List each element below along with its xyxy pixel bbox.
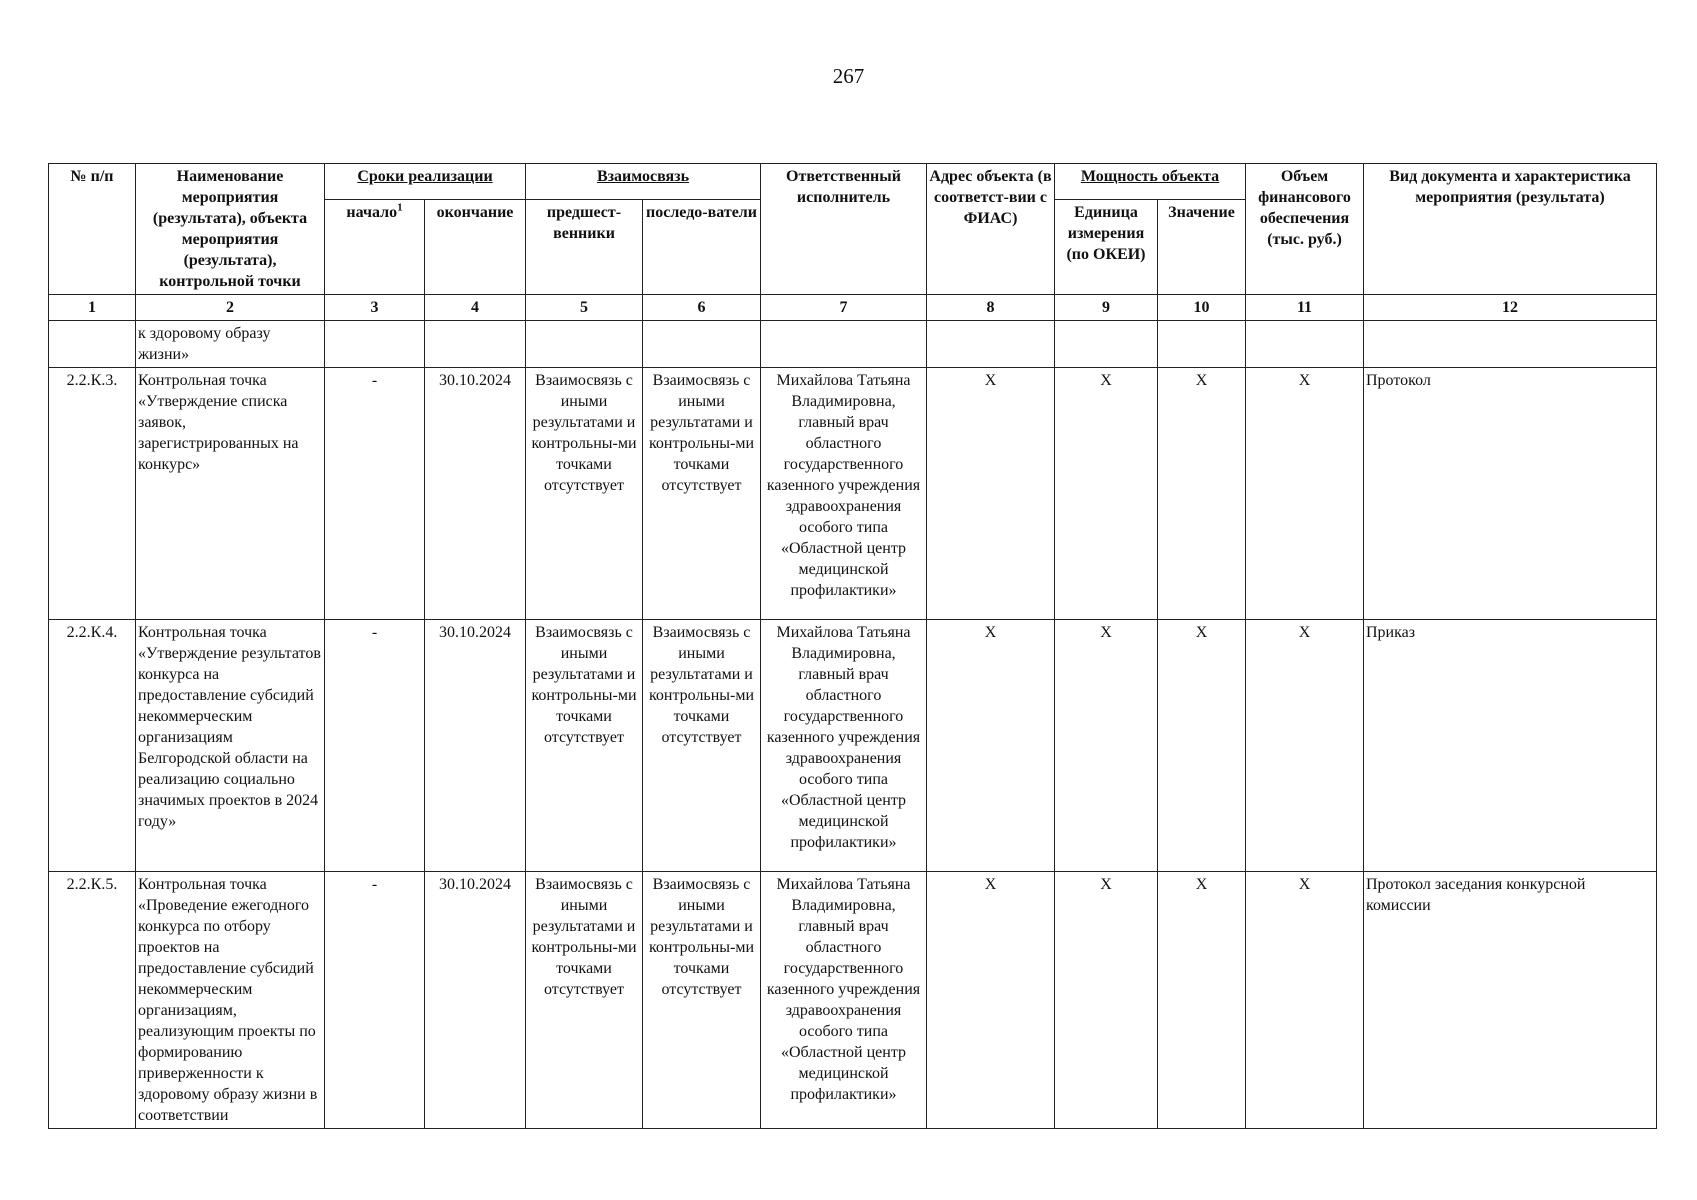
- row-address: Х: [927, 368, 1055, 620]
- column-number: 11: [1246, 295, 1364, 321]
- row-financing: Х: [1246, 872, 1364, 1129]
- header-end: окончание: [425, 200, 526, 295]
- column-number: 2: [136, 295, 325, 321]
- column-number: 12: [1364, 295, 1657, 321]
- header-start-footnote: 1: [397, 201, 403, 214]
- row-value: Х: [1158, 620, 1246, 872]
- page-number: 267: [832, 64, 865, 88]
- row-start: -: [325, 368, 425, 620]
- header-doc-type: Вид документа и характеристика мероприятия (результата): [1364, 164, 1657, 295]
- row-doc-type: Протокол заседания конкурсной комиссии: [1364, 872, 1657, 1129]
- column-number-row: [49, 295, 1657, 321]
- row-value: Х: [1158, 368, 1246, 620]
- row-name: Контрольная точка «Утверждение результатов конкурса на предоставление субсидий некоммерческим организациям Белгородской области на реализацию социально значимых проектов в 2024 году»: [136, 620, 325, 872]
- cell-empty: [526, 321, 643, 368]
- table-row: [49, 872, 1657, 1129]
- row-num: 2.2.К.4.: [49, 620, 136, 872]
- cell-empty: [927, 321, 1055, 368]
- row-financing: Х: [1246, 620, 1364, 872]
- table-row: [49, 620, 1657, 872]
- row-doc-type: Приказ: [1364, 620, 1657, 872]
- header-unit: Единица измерения (по ОКЕИ): [1055, 200, 1158, 295]
- continuation-row: [49, 321, 1657, 368]
- row-predecessors: Взаимосвязь с иными результатами и контрольны-ми точками отсутствует: [526, 620, 643, 872]
- header-successors: последо-ватели: [643, 200, 761, 295]
- table-header: [49, 164, 1657, 321]
- row-address: Х: [927, 620, 1055, 872]
- cell-empty: [1158, 321, 1246, 368]
- column-number: 1: [49, 295, 136, 321]
- row-doc-type: Протокол: [1364, 368, 1657, 620]
- row-unit: Х: [1055, 368, 1158, 620]
- cell-empty: [325, 321, 425, 368]
- row-responsible: Михайлова Татьяна Владимировна, главный врач областного государственного казенного учреждения здравоохранения особого типа «Областной центр медицинской профилактики»: [761, 368, 927, 620]
- column-number: 10: [1158, 295, 1246, 321]
- cell-empty: [643, 321, 761, 368]
- implementation-plan-table: [48, 163, 1657, 1129]
- cell-empty: [761, 321, 927, 368]
- table-row: [49, 368, 1657, 620]
- table-body: [49, 321, 1657, 1129]
- column-number: 9: [1055, 295, 1158, 321]
- row-successors: Взаимосвязь с иными результатами и контрольны-ми точками отсутствует: [643, 368, 761, 620]
- column-number: 4: [425, 295, 526, 321]
- row-responsible: Михайлова Татьяна Владимировна, главный врач областного государственного казенного учреждения здравоохранения особого типа «Областной центр медицинской профилактики»: [761, 872, 927, 1129]
- header-name: Наименование мероприятия (результата), объекта мероприятия (результата), контрольной точки: [136, 164, 325, 295]
- row-address: Х: [927, 872, 1055, 1129]
- continuation-text: к здоровому образу жизни»: [136, 321, 325, 368]
- column-number: 8: [927, 295, 1055, 321]
- header-value: Значение: [1158, 200, 1246, 295]
- row-num: 2.2.К.5.: [49, 872, 136, 1129]
- column-number: 5: [526, 295, 643, 321]
- cell-empty: [1055, 321, 1158, 368]
- row-name: Контрольная точка «Утверждение списка заявок, зарегистрированных на конкурс»: [136, 368, 325, 620]
- row-num: 2.2.К.3.: [49, 368, 136, 620]
- header-start: [325, 200, 425, 295]
- row-end: 30.10.2024: [425, 368, 526, 620]
- cell-num: [49, 321, 136, 368]
- row-predecessors: Взаимосвязь с иными результатами и контрольны-ми точками отсутствует: [526, 368, 643, 620]
- header-terms-group: Сроки реализации: [325, 164, 526, 200]
- row-end: 30.10.2024: [425, 620, 526, 872]
- column-number: 3: [325, 295, 425, 321]
- header-address: Адрес объекта (в соответст-вии с ФИАС): [927, 164, 1055, 295]
- header-responsible: Ответственный исполнитель: [761, 164, 927, 295]
- cell-empty: [1246, 321, 1364, 368]
- cell-empty: [1364, 321, 1657, 368]
- row-financing: Х: [1246, 368, 1364, 620]
- row-unit: Х: [1055, 872, 1158, 1129]
- header-num: № п/п: [49, 164, 136, 295]
- header-financing: Объем финансового обеспечения (тыс. руб.): [1246, 164, 1364, 295]
- row-start: -: [325, 620, 425, 872]
- header-link-group: Взаимосвязь: [526, 164, 761, 200]
- header-start-label: начало: [346, 204, 398, 222]
- row-successors: Взаимосвязь с иными результатами и контрольны-ми точками отсутствует: [643, 620, 761, 872]
- row-successors: Взаимосвязь с иными результатами и контрольны-ми точками отсутствует: [643, 872, 761, 1129]
- header-predecessors: предшест-венники: [526, 200, 643, 295]
- header-capacity-group: Мощность объекта: [1055, 164, 1246, 200]
- row-predecessors: Взаимосвязь с иными результатами и контрольны-ми точками отсутствует: [526, 872, 643, 1129]
- column-number: 7: [761, 295, 927, 321]
- cell-empty: [425, 321, 526, 368]
- row-name: Контрольная точка «Проведение ежегодного конкурса по отбору проектов на предоставление субсидий некоммерческим организациям, реализующим проекты по формированию приверженности к здоровому образу жизни в соответствии: [136, 872, 325, 1129]
- row-responsible: Михайлова Татьяна Владимировна, главный врач областного государственного казенного учреждения здравоохранения особого типа «Областной центр медицинской профилактики»: [761, 620, 927, 872]
- row-end: 30.10.2024: [425, 872, 526, 1129]
- row-value: Х: [1158, 872, 1246, 1129]
- column-number: 6: [643, 295, 761, 321]
- row-start: -: [325, 872, 425, 1129]
- row-unit: Х: [1055, 620, 1158, 872]
